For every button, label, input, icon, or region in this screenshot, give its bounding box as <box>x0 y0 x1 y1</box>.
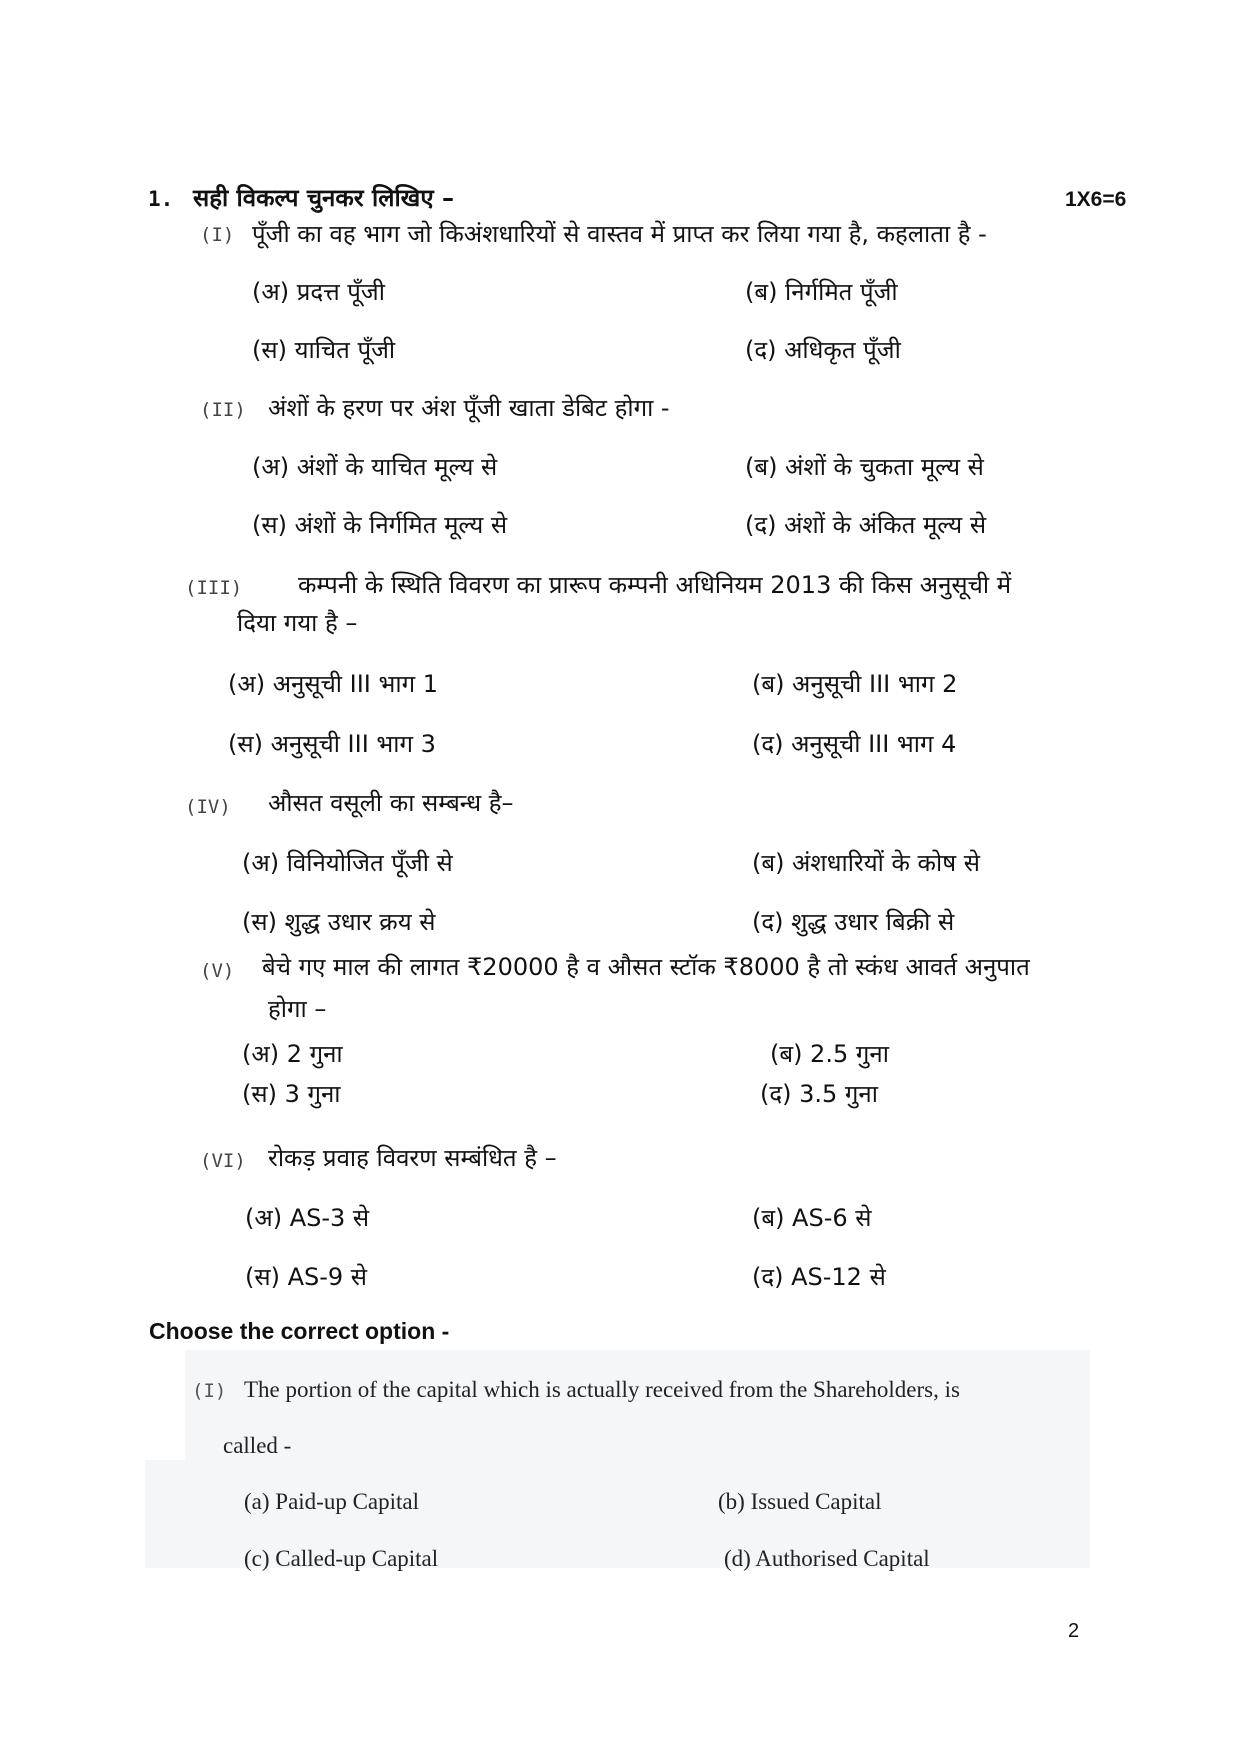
option-c: (स) शुद्ध उधार क्रय से <box>242 908 436 936</box>
option-a: (अ) AS-3 से <box>245 1204 370 1232</box>
option-a: (अ) अंशों के याचित मूल्य से <box>252 453 498 481</box>
option-b: (ब) निर्गमित पूँजी <box>745 278 898 306</box>
option-d: (द) 3.5 गुना <box>760 1080 878 1108</box>
question-title: सही विकल्प चुनकर लिखिए – <box>193 184 454 212</box>
option-d-en: (d) Authorised Capital <box>724 1546 930 1571</box>
option-d: (द) शुद्ध उधार बिक्री से <box>752 908 955 936</box>
subq-text-cont: होगा – <box>268 995 327 1023</box>
option-c: (स) अंशों के निर्गमित मूल्य से <box>252 511 508 539</box>
option-d: (द) अनुसूची III भाग 4 <box>752 730 957 758</box>
option-a: (अ) अनुसूची III भाग 1 <box>228 670 439 698</box>
option-c-en: (c) Called-up Capital <box>244 1546 439 1571</box>
english-heading: Choose the correct option - <box>149 1318 450 1344</box>
option-c: (स) 3 गुना <box>242 1080 341 1108</box>
subq-text: औसत वसूली का सम्बन्ध है– <box>268 789 514 817</box>
option-a-en: (a) Paid-up Capital <box>244 1489 420 1514</box>
option-a: (अ) प्रदत्त पूँजी <box>252 278 385 306</box>
option-d: (द) अंशों के अंकित मूल्य से <box>745 511 987 539</box>
subq-text: कम्पनी के स्थिति विवरण का प्रारूप कम्पनी अधिनियम 2013 की किस अनुसूची में <box>298 571 1012 599</box>
subq-roman: (V) <box>200 960 235 982</box>
subq-roman: (II) <box>200 399 246 421</box>
subq-text-en: The portion of the capital which is actually received from the Shareholders, is <box>244 1377 960 1402</box>
question-marks: 1X6=6 <box>1065 188 1127 211</box>
option-d: (द) AS-12 से <box>752 1263 886 1291</box>
option-a: (अ) 2 गुना <box>242 1040 343 1068</box>
option-d: (द) अधिकृत पूँजी <box>745 336 901 364</box>
page-number: 2 <box>1068 1620 1080 1642</box>
option-c: (स) अनुसूची III भाग 3 <box>228 730 436 758</box>
subq-roman: (I) <box>192 1380 227 1402</box>
option-c: (स) AS-9 से <box>245 1263 368 1291</box>
subq-roman: (VI) <box>200 1150 246 1172</box>
option-b: (ब) अनुसूची III भाग 2 <box>752 670 958 698</box>
subq-text-cont: दिया गया है – <box>237 609 358 637</box>
subq-roman: (I) <box>200 224 235 246</box>
option-b: (ब) अंशधारियों के कोष से <box>752 849 980 877</box>
option-a: (अ) विनियोजित पूँजी से <box>242 849 453 877</box>
option-b: (ब) 2.5 गुना <box>770 1040 889 1068</box>
question-number: 1. <box>148 187 174 211</box>
option-b: (ब) अंशों के चुकता मूल्य से <box>745 453 984 481</box>
subq-text: बेचे गए माल की लागत ₹20000 है व औसत स्टॉक ₹8000 है तो स्कंध आवर्त अनुपात <box>262 953 1030 981</box>
subq-text: रोकड़ प्रवाह विवरण सम्बंधित है – <box>268 1144 557 1172</box>
option-b: (ब) AS-6 से <box>752 1204 872 1232</box>
shaded-block <box>185 1350 1090 1460</box>
subq-text: पूँजी का वह भाग जो किअंशधारियों से वास्तव में प्राप्त कर लिया गया है, कहलाता है - <box>252 220 987 248</box>
option-b-en: (b) Issued Capital <box>718 1489 882 1514</box>
subq-roman: (III) <box>185 577 243 599</box>
subq-roman: (IV) <box>185 796 231 818</box>
subq-text-en-cont: called - <box>223 1433 292 1458</box>
option-c: (स) याचित पूँजी <box>252 336 396 364</box>
subq-text: अंशों के हरण पर अंश पूँजी खाता डेबिट होगा - <box>268 394 670 422</box>
